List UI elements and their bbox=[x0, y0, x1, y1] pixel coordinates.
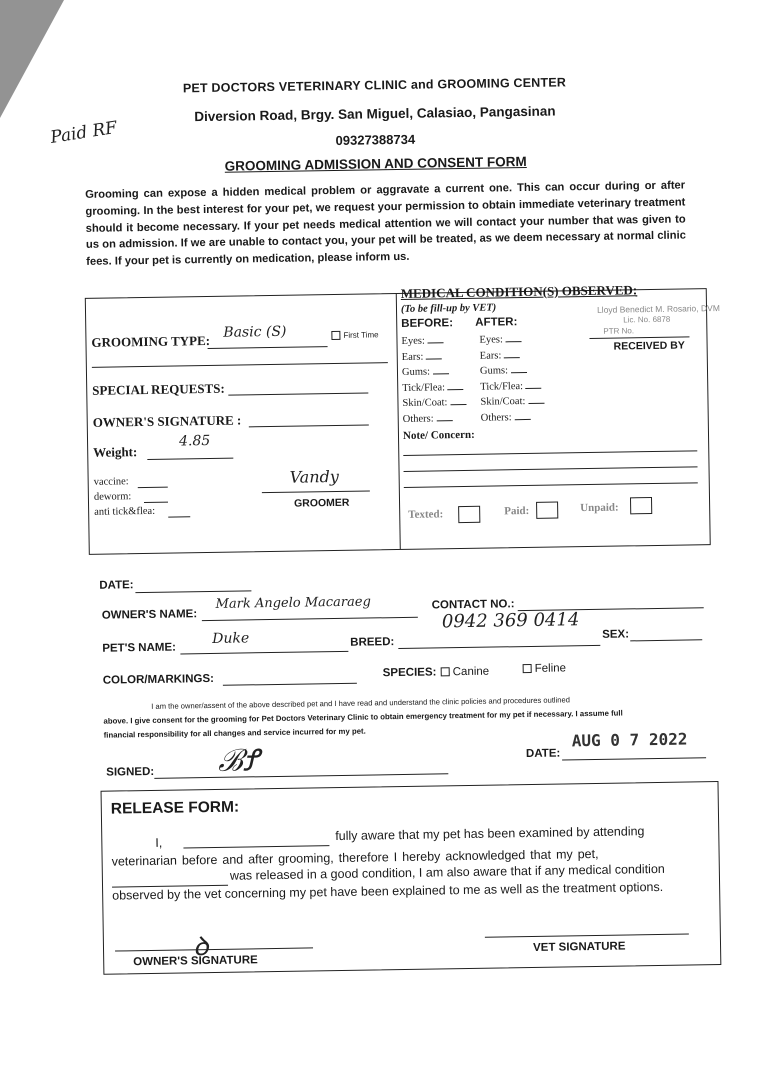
received-by-label: RECEIVED BY bbox=[613, 339, 685, 353]
consent-line-1: I am the owner/assent of the above described pet and I have read and understand the clinic policies and procedures outlined bbox=[151, 695, 571, 711]
vaccine-label: vaccine: bbox=[93, 476, 129, 488]
color-markings-line bbox=[223, 683, 357, 686]
before-item: Tick/Flea: bbox=[402, 382, 464, 394]
clinic-phone: 09327388734 bbox=[335, 131, 416, 148]
after-item: Gums: bbox=[480, 365, 527, 377]
owner-signature-mark: ℬꝬ bbox=[217, 743, 259, 779]
clinic-name: PET DOCTORS VETERINARY CLINIC and GROOMING CENTER bbox=[182, 75, 567, 96]
weight-value: 4.85 bbox=[178, 432, 211, 450]
before-blank bbox=[436, 420, 452, 421]
owner-signature-release-label: OWNER'S SIGNATURE bbox=[133, 954, 258, 969]
owner-name-label: OWNER'S NAME: bbox=[101, 608, 198, 622]
after-blank bbox=[528, 403, 544, 404]
sex-label: SEX: bbox=[602, 628, 630, 641]
pets-name-label: PET'S NAME: bbox=[102, 641, 177, 655]
form-title: GROOMING ADMISSION AND CONSENT FORM bbox=[224, 153, 527, 174]
after-item: Ears: bbox=[480, 350, 520, 362]
contact-value: 0942 369 0414 bbox=[441, 609, 580, 633]
clinic-address: Diversion Road, Brgy. San Miguel, Calasiao, Pangasinan bbox=[194, 103, 556, 125]
before-blank bbox=[433, 373, 449, 374]
vet-signature-label: VET SIGNATURE bbox=[532, 940, 626, 954]
handwritten-paid-note: Paid RF bbox=[49, 117, 119, 148]
vet-stamp-name: Lloyd Benedict M. Rosario, DVM bbox=[596, 302, 720, 315]
after-blank bbox=[514, 419, 530, 420]
deworm-label: deworm: bbox=[93, 491, 132, 503]
after-item: Skin/Coat: bbox=[480, 396, 544, 408]
release-line3: was released in a good condition, I am also aware that if any medical condition bbox=[229, 861, 665, 883]
signed-label: SIGNED: bbox=[106, 765, 155, 779]
release-line2: veterinarian before and after grooming, therefore I hereby acknowledged that my pet, bbox=[111, 846, 599, 869]
groomer-signature: Vandy bbox=[289, 466, 339, 487]
color-markings-label: COLOR/MARKINGS: bbox=[102, 672, 215, 687]
after-item: Tick/Flea: bbox=[480, 381, 542, 393]
after-item: Eyes: bbox=[479, 334, 521, 346]
after-blank bbox=[526, 388, 542, 389]
after-blank bbox=[505, 341, 521, 342]
breed-label: BREED: bbox=[350, 636, 395, 649]
release-title: RELEASE FORM: bbox=[110, 798, 240, 818]
sex-line bbox=[630, 639, 702, 641]
owner-signature-label: OWNER'S SIGNATURE : bbox=[92, 412, 242, 430]
date2-line bbox=[562, 757, 706, 760]
breed-line bbox=[398, 645, 600, 649]
consent-line-3: financial responsibility for all changes and service incurred for my pet. bbox=[103, 726, 366, 740]
before-item: Others: bbox=[403, 413, 453, 425]
medical-subtitle: (To be fill-up by VET) bbox=[400, 302, 497, 315]
canine-option[interactable]: Canine bbox=[441, 666, 490, 679]
vet-stamp-ptr: PTR No. bbox=[603, 326, 635, 336]
unpaid-checkbox[interactable] bbox=[630, 497, 652, 514]
before-blank bbox=[450, 404, 466, 405]
before-item: Eyes: bbox=[401, 335, 443, 347]
species-label: SPECIES: bbox=[382, 666, 437, 680]
groomer-label: GROOMER bbox=[293, 496, 350, 510]
before-blank bbox=[426, 358, 442, 359]
before-label: BEFORE: bbox=[401, 317, 454, 330]
owner-name-value: Mark Angelo Macaraeg bbox=[215, 594, 371, 612]
texted-label: Texted: bbox=[408, 508, 444, 521]
weight-label: Weight: bbox=[93, 444, 138, 460]
grooming-type-value: Basic (S) bbox=[223, 323, 287, 341]
date2-label: DATE: bbox=[525, 747, 561, 761]
contact-label: CONTACT NO.: bbox=[431, 598, 515, 612]
date-label: DATE: bbox=[99, 579, 134, 592]
before-item: Gums: bbox=[402, 366, 449, 378]
after-blank bbox=[511, 372, 527, 373]
release-line4: observed by the vet concerning my pet have been explained to me as well as the treatment options. bbox=[112, 879, 664, 903]
special-requests-label: SPECIAL REQUESTS: bbox=[92, 380, 225, 398]
medical-title: MEDICAL CONDITION(S) OBSERVED: bbox=[400, 282, 638, 301]
first-time-checkbox: First Time bbox=[331, 330, 378, 340]
before-blank bbox=[448, 389, 464, 390]
paid-label: Paid: bbox=[504, 504, 530, 518]
date-stamp: AUG 0 7 2022 bbox=[571, 729, 688, 751]
before-item: Skin/Coat: bbox=[402, 397, 466, 409]
unpaid-label: Unpaid: bbox=[580, 501, 619, 515]
pets-name-value: Duke bbox=[212, 630, 250, 647]
feline-option[interactable]: Feline bbox=[523, 662, 567, 675]
signed-line bbox=[154, 773, 448, 779]
after-label: AFTER: bbox=[475, 316, 518, 329]
release-signature-mark: ꝺ bbox=[192, 932, 209, 963]
release-line1-a: I, bbox=[155, 835, 163, 850]
consent-line-2: above. I give consent for the grooming for Pet Doctors Veterinary Clinic to obtain emergency treatment for my pet if necessary. I assume full bbox=[103, 708, 623, 726]
before-item: Ears: bbox=[402, 351, 442, 363]
owner-name-line bbox=[202, 617, 418, 621]
intro-paragraph: Grooming can expose a hidden medical problem or aggravate a current one. This can occur during or after grooming. In the best interest for your pet, we request your permission to obtain immediate veterinary treatment should it become necessary. If your pet needs medical attention we will contact your number that was given to us on admission. If we are unable to contact you, your pet will be treated, as we deem necessary at normal clinic fees. If your pet is currently on medication, please inform us. bbox=[85, 179, 686, 269]
note-concern-label: Note/ Concern: bbox=[402, 428, 475, 442]
date-line bbox=[135, 590, 251, 593]
grooming-type-label: GROOMING TYPE: bbox=[91, 332, 211, 350]
pets-name-line bbox=[180, 651, 348, 655]
anti-tick-label: anti tick&flea: bbox=[94, 505, 156, 518]
release-line1-b: fully aware that my pet has been examined by attending bbox=[335, 824, 645, 844]
paid-checkbox[interactable] bbox=[536, 502, 558, 519]
vet-stamp-license: Lic. No. 6878 bbox=[623, 314, 671, 325]
texted-checkbox[interactable] bbox=[458, 506, 480, 523]
after-blank bbox=[504, 357, 520, 358]
before-blank bbox=[427, 342, 443, 343]
after-item: Others: bbox=[481, 412, 531, 424]
